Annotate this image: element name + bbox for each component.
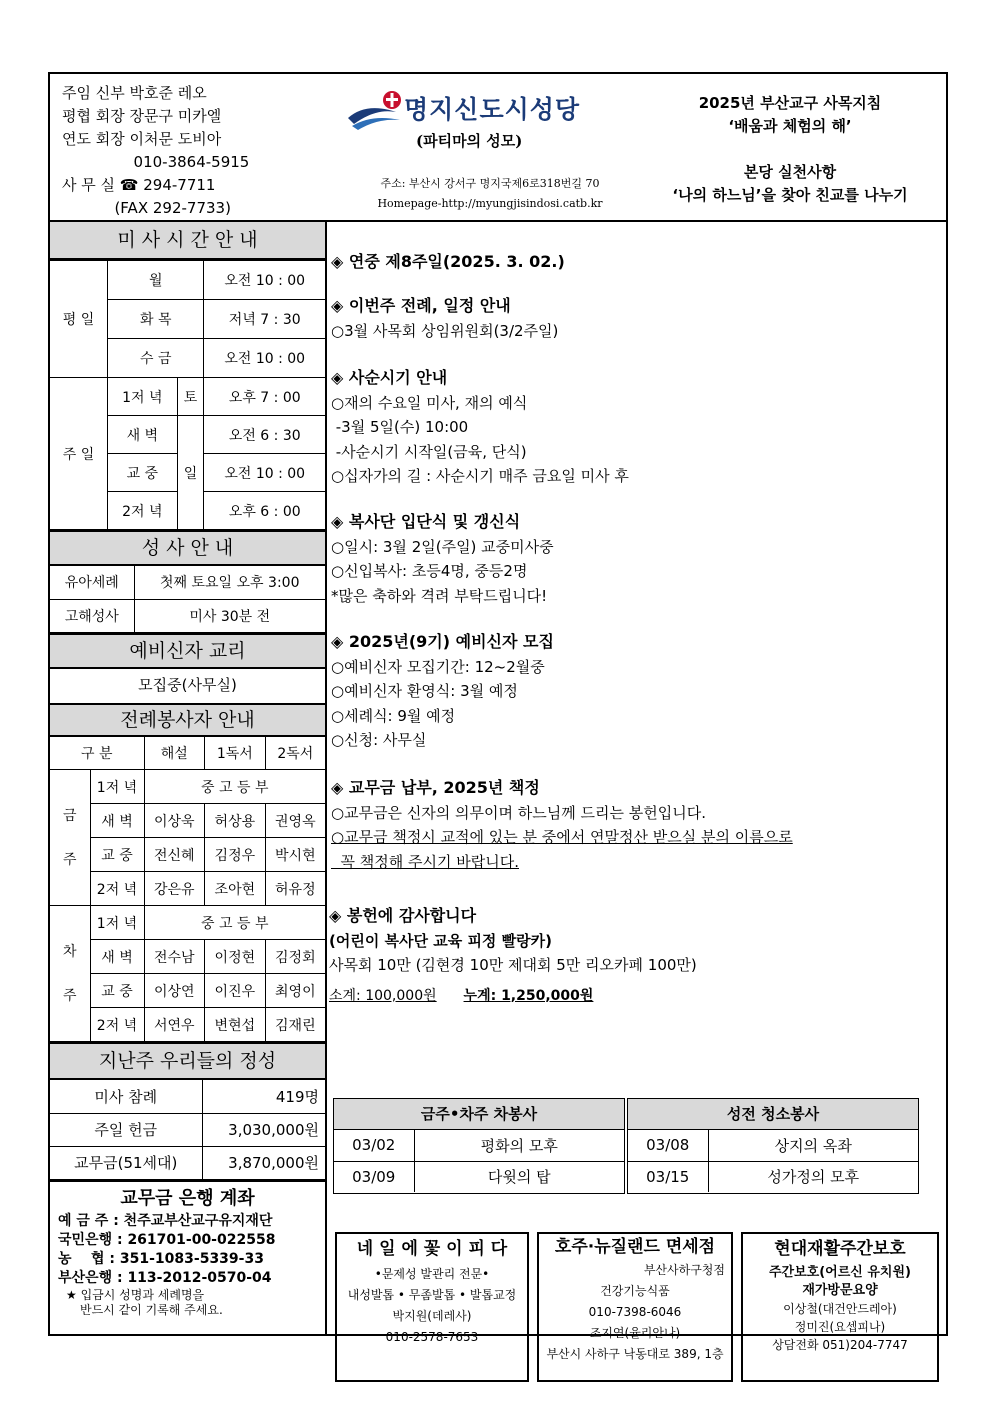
church-name: 명지신도시성당 bbox=[404, 95, 581, 124]
mass-session: 2저 녁 bbox=[108, 492, 177, 530]
sacrament-label: 유아세례 bbox=[50, 566, 134, 599]
notice-heading: ◈ 이번주 전례, 일정 안내 bbox=[331, 296, 511, 315]
session-label: 1저 녁 bbox=[90, 770, 144, 804]
ad-line: 부산시 사하구 낙동대로 389, 1층 bbox=[546, 1347, 724, 1361]
bulletin-frame bbox=[48, 72, 948, 1361]
bank-note: ★ 입금시 성명과 세례명을 bbox=[66, 1287, 205, 1302]
address-block bbox=[330, 174, 650, 214]
left-column bbox=[50, 222, 327, 1334]
ad-line: 상담전화 051)204-7747 bbox=[772, 1338, 908, 1352]
account-line: 예 금 주 : 천주교부산교구유지재단 bbox=[58, 1212, 273, 1229]
mass-time: 오전 10 : 00 bbox=[204, 261, 325, 300]
notice-line: -사순시기 시작일(금육, 단식) bbox=[331, 442, 527, 461]
elder-line: 연도 회장 이처문 도비아 bbox=[62, 130, 222, 148]
session-label: 1저 녁 bbox=[90, 906, 144, 940]
reader-name: 최영이 bbox=[265, 974, 325, 1008]
notice-heading: ◈ 교무금 납부, 2025년 책정 bbox=[331, 778, 540, 797]
liturgy-title: 전례봉사자 안내 bbox=[50, 703, 325, 737]
reader-name: 조아현 bbox=[205, 872, 266, 906]
church-emblem-icon bbox=[346, 88, 402, 132]
office-line: 사 무 실 ☎ 294-7711 bbox=[62, 176, 216, 194]
sunday-title bbox=[331, 250, 565, 275]
ad-line: 건강기능식품 bbox=[600, 1284, 670, 1298]
saturday-label: 토 bbox=[177, 378, 204, 416]
notice-line: ○십자가의 길 : 사순시기 매주 금요일 미사 후 bbox=[331, 467, 629, 485]
mass-time: 오전 10 : 00 bbox=[204, 339, 325, 378]
sunday-label: 주 일 bbox=[50, 378, 108, 530]
account-line: 부산은행 : 113-2012-0570-04 bbox=[58, 1269, 272, 1286]
session-label: 2저 녁 bbox=[90, 872, 144, 906]
service-date: 03/09 bbox=[334, 1161, 414, 1192]
ad-line: 주간보호(어르신 유치원) bbox=[769, 1265, 911, 1280]
reader-name: 변현섭 bbox=[205, 1008, 266, 1042]
address: 주소: 부산시 강서구 명지국제6로318번길 70 bbox=[380, 177, 600, 190]
sacrament-time: 첫째 토요일 오후 3:00 bbox=[134, 566, 325, 599]
catechumen-title: 예비신자 교리 bbox=[50, 633, 325, 669]
reader-name: 전수남 bbox=[144, 940, 205, 974]
service-date: 03/08 bbox=[628, 1130, 708, 1161]
ad-line: •문제성 발관리 전문• bbox=[374, 1267, 490, 1281]
ad-line: 조지연(율리안나) bbox=[589, 1326, 681, 1340]
reader-name: 허상용 bbox=[205, 804, 266, 838]
notice-line: ○신청: 사무실 bbox=[331, 731, 427, 749]
mass-time: 오전 10 : 00 bbox=[204, 454, 325, 492]
service-date: 03/15 bbox=[628, 1161, 708, 1192]
notice-subheading: (어린이 복사단 교육 피정 빨랑카) bbox=[329, 931, 552, 950]
mass-day: 월 bbox=[108, 261, 204, 300]
reader-name: 김정회 bbox=[265, 940, 325, 974]
mass-time: 저녁 7 : 30 bbox=[204, 300, 325, 339]
notice-line: ○일시: 3월 2일(주일) 교중미사중 bbox=[331, 537, 554, 556]
service-group: 상지의 옥좌 bbox=[708, 1130, 918, 1161]
ad-line: 부산사하구청점 bbox=[643, 1263, 725, 1277]
notice-line: ○교무금 책정시 교적에 있는 분 중에서 연말정산 받으실 분의 이름으로 bbox=[331, 828, 793, 846]
liturgy-head: 1독서 bbox=[205, 737, 266, 770]
ad-line: 재가방문요양 bbox=[802, 1283, 878, 1298]
notice-line: ○예비신자 환영식: 3월 예정 bbox=[331, 682, 518, 700]
sacrament-table bbox=[50, 566, 325, 633]
subtotal: 소계: 100,000원 bbox=[329, 987, 437, 1004]
guideline-line: 본당 실천사항 bbox=[743, 163, 837, 181]
total: 누계: 1,250,000원 bbox=[463, 987, 594, 1004]
notice-line: ○3월 사목회 상임위원회(3/2주일) bbox=[331, 321, 559, 340]
vehicle-service bbox=[333, 1098, 625, 1194]
church-subtitle: (파티마의 성모) bbox=[416, 132, 523, 150]
notice-line: -3월 5일(수) 10:00 bbox=[331, 418, 469, 436]
ad-title: 현대재활주간보호 bbox=[774, 1239, 906, 1259]
mass-session: 교 중 bbox=[108, 454, 177, 492]
liturgy-head: 2독서 bbox=[265, 737, 325, 770]
reader-name: 이상연 bbox=[144, 974, 205, 1008]
homepage-link[interactable]: Homepage-http://myungjisindosi.catb.kr bbox=[377, 197, 603, 210]
liturgy-head: 해설 bbox=[144, 737, 205, 770]
offering-table bbox=[50, 1080, 325, 1180]
reader-name: 김재린 bbox=[265, 1008, 325, 1042]
notice-heading: ◈ 2025년(9기) 예비신자 모집 bbox=[331, 632, 554, 651]
service-date: 03/02 bbox=[334, 1130, 414, 1161]
youth-group: 중 고 등 부 bbox=[144, 906, 325, 940]
staff-info bbox=[62, 82, 249, 220]
council-line: 평협 회장 장문구 미카엘 bbox=[62, 107, 222, 125]
reader-name: 이상욱 bbox=[144, 804, 205, 838]
notice-heading: ◈ 사순시기 안내 bbox=[331, 368, 448, 387]
ad-line: 이상철(대건안드레아) bbox=[783, 1302, 897, 1316]
notice-line: ○재의 수요일 미사, 재의 예식 bbox=[331, 393, 528, 412]
liturgy-head: 구 분 bbox=[50, 737, 144, 770]
notice-line: ○세례식: 9월 예정 bbox=[331, 706, 456, 725]
ad-nail-shop bbox=[335, 1232, 529, 1382]
bank-title: 교무금 은행 계좌 bbox=[120, 1187, 255, 1209]
reader-name: 이정현 bbox=[205, 940, 266, 974]
guideline-line: 2025년 부산교구 사목지침 bbox=[698, 94, 882, 112]
bank-accounts bbox=[50, 1180, 325, 1322]
fax-line: (FAX 292-7733) bbox=[62, 199, 231, 217]
mass-table bbox=[50, 260, 325, 530]
reader-name: 김정우 bbox=[205, 838, 266, 872]
reader-name: 박시현 bbox=[265, 838, 325, 872]
header bbox=[50, 74, 946, 222]
session-label: 교 중 bbox=[90, 974, 144, 1008]
ad-line: 정미진(요셉피나) bbox=[794, 1320, 886, 1334]
liturgy-table bbox=[50, 737, 325, 1043]
sacrament-title: 성 사 안 내 bbox=[50, 530, 325, 566]
offering-label: 교무금(51세대) bbox=[50, 1146, 202, 1179]
notice-line: *많은 축하와 격려 부탁드립니다! bbox=[331, 586, 548, 605]
offering-value: 3,030,000원 bbox=[202, 1113, 325, 1146]
reader-name: 서연우 bbox=[144, 1008, 205, 1042]
mass-day: 수 금 bbox=[108, 339, 204, 378]
ad-line: 010-7398-6046 bbox=[588, 1305, 682, 1319]
notice-schedule bbox=[331, 294, 558, 343]
notice-line: ○신입복사: 초등4명, 중등2명 bbox=[331, 562, 528, 580]
mass-session: 1저 녁 bbox=[108, 378, 177, 416]
ad-duty-free bbox=[537, 1232, 733, 1382]
guideline-line: ‘나의 하느님’을 찾아 친교를 나누기 bbox=[672, 186, 908, 204]
reader-name: 권영옥 bbox=[265, 804, 325, 838]
reader-name: 전신혜 bbox=[144, 838, 205, 872]
catechumen-status: 모집중(사무실) bbox=[138, 675, 237, 694]
mass-time: 오후 6 : 00 bbox=[204, 492, 325, 530]
reader-name: 이진우 bbox=[205, 974, 266, 1008]
service-group: 성가정의 모후 bbox=[708, 1161, 918, 1192]
this-week-label: 금 주 bbox=[50, 770, 90, 906]
notice-altar-servers bbox=[331, 510, 554, 608]
next-week-label: 차 주 bbox=[50, 906, 90, 1042]
account-line: 국민은행 : 261701-00-022558 bbox=[58, 1231, 276, 1248]
notice-catechumen bbox=[331, 630, 554, 753]
notice-line: 사목회 10만 (김현경 10만 제대회 5만 리오카페 100만) bbox=[329, 956, 697, 974]
notice-lent bbox=[331, 366, 629, 489]
guideline-line: ‘배움과 체험의 해’ bbox=[728, 117, 852, 135]
ad-title: 네 일 에 꽃 이 피 다 bbox=[356, 1239, 508, 1259]
phone-line: 010-3864-5915 bbox=[62, 153, 250, 171]
ad-rehab-care bbox=[741, 1232, 939, 1382]
ad-line: 내성발톱 • 무좀발톱 • 발톱교정 bbox=[347, 1288, 517, 1302]
offering-value: 419명 bbox=[202, 1080, 325, 1113]
service-group: 평화의 모후 bbox=[414, 1130, 624, 1161]
ad-line: 박지원(데레사) bbox=[392, 1309, 472, 1323]
notice-dues bbox=[331, 776, 793, 874]
bank-note: 반드시 같이 기록해 주세요. bbox=[80, 1302, 223, 1317]
offering-label: 미사 참례 bbox=[50, 1080, 202, 1113]
service-group: 다윗의 탑 bbox=[414, 1161, 624, 1192]
sacrament-time: 미사 30분 전 bbox=[134, 599, 325, 632]
notice-line: ○교무금은 신자의 의무이며 하느님께 드리는 봉헌입니다. bbox=[331, 803, 706, 822]
ad-title: 호주·뉴질랜드 면세점 bbox=[554, 1237, 716, 1257]
notice-heading: ◈ 봉헌에 감사합니다 bbox=[329, 906, 477, 925]
church-logo bbox=[346, 86, 636, 166]
pastoral-guideline bbox=[640, 92, 940, 207]
notice-heading: ◈ 복사단 입단식 및 갱신식 bbox=[331, 512, 521, 531]
account-line: 농 협 : 351-1083-5339-33 bbox=[58, 1250, 264, 1267]
offering-value: 3,870,000원 bbox=[202, 1146, 325, 1179]
weekday-label: 평 일 bbox=[50, 261, 108, 378]
session-label: 교 중 bbox=[90, 838, 144, 872]
notice-thanks bbox=[329, 904, 697, 1008]
youth-group: 중 고 등 부 bbox=[144, 770, 325, 804]
ad-line: 010-2578-7653 bbox=[385, 1330, 479, 1344]
reader-name: 허유정 bbox=[265, 872, 325, 906]
mass-title: 미 사 시 간 안 내 bbox=[50, 222, 325, 260]
sunday-heading: ◈ 연중 제8주일(2025. 3. 02.) bbox=[331, 252, 565, 271]
session-label: 새 벽 bbox=[90, 804, 144, 838]
notice-line: ○예비신자 모집기간: 12~2월중 bbox=[331, 657, 545, 676]
sacrament-label: 고해성사 bbox=[50, 599, 134, 632]
session-label: 2저 녁 bbox=[90, 1008, 144, 1042]
notice-line: 꼭 책정해 주시기 바랍니다. bbox=[331, 852, 519, 871]
mass-time: 오후 7 : 00 bbox=[204, 378, 325, 416]
cleaning-service bbox=[627, 1098, 919, 1194]
mass-time: 오전 6 : 30 bbox=[204, 416, 325, 454]
cleaning-title: 성전 청소봉사 bbox=[628, 1099, 918, 1130]
sunday-day-label: 일 bbox=[177, 416, 204, 530]
mass-session: 새 벽 bbox=[108, 416, 177, 454]
session-label: 새 벽 bbox=[90, 940, 144, 974]
right-column bbox=[327, 222, 946, 1361]
vehicle-title: 금주•차주 차봉사 bbox=[334, 1099, 624, 1130]
offering-label: 주일 헌금 bbox=[50, 1113, 202, 1146]
mass-day: 화 목 bbox=[108, 300, 204, 339]
reader-name: 강은유 bbox=[144, 872, 205, 906]
priest-line: 주임 신부 박호준 레오 bbox=[62, 84, 207, 102]
offering-title: 지난주 우리들의 정성 bbox=[50, 1042, 325, 1080]
